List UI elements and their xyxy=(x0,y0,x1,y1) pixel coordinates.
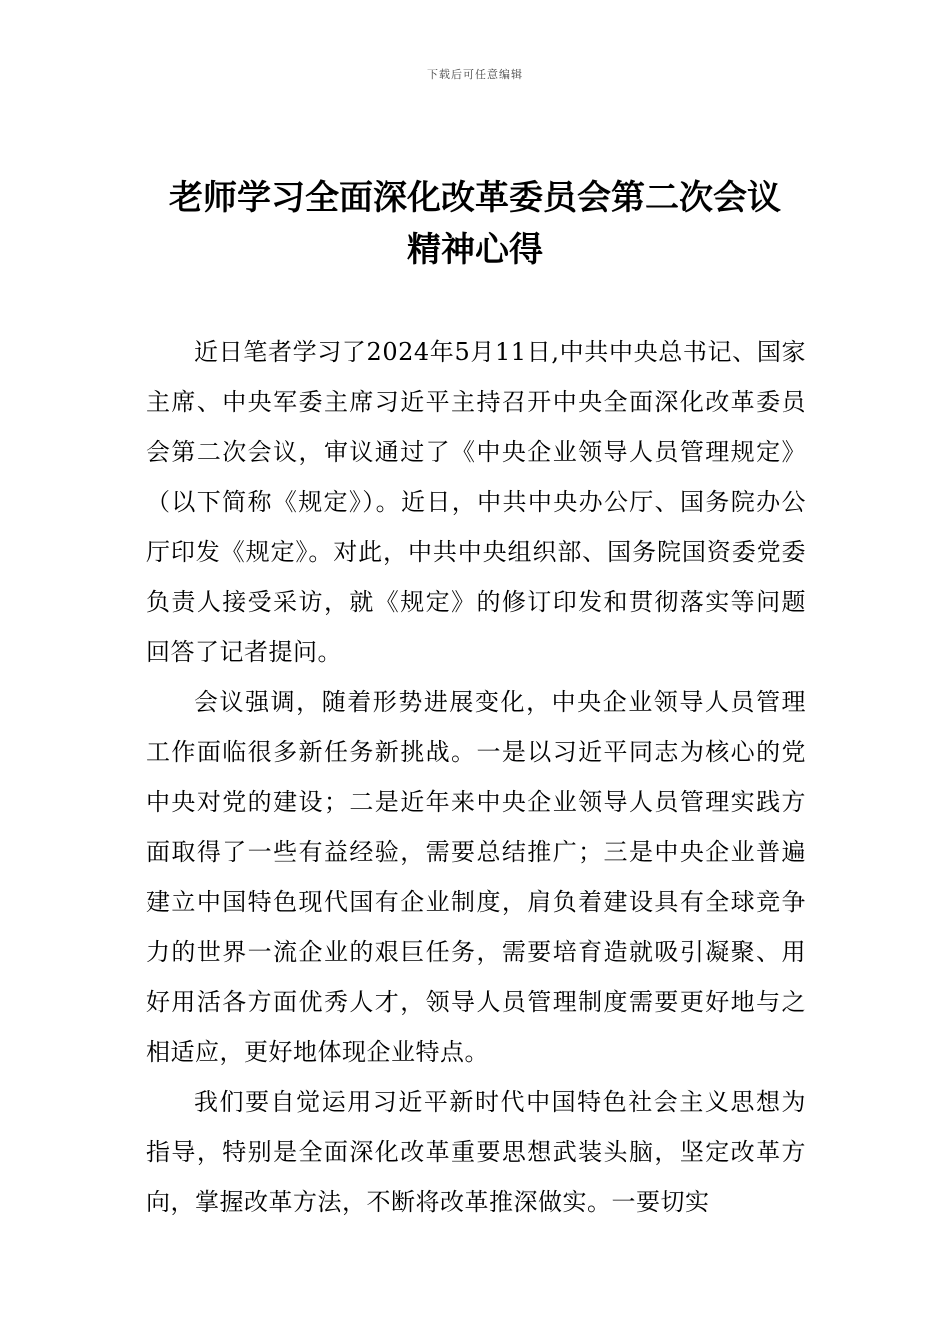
document-title xyxy=(120,172,830,276)
header-note: 下载后可任意编辑 xyxy=(427,68,523,81)
title-line-1: 老师学习全面深化改革委员会第二次会议 xyxy=(169,178,781,218)
document-body xyxy=(146,327,806,1227)
paragraph-3: 我们要自觉运用习近平新时代中国特色社会主义思想为指导，特别是全面深化改革重要思想武装头脑，坚定改革方向，掌握改革方法，不断将改革推深做实。一要切实 xyxy=(146,1088,806,1216)
title-line-2: 精神心得 xyxy=(407,230,543,270)
paragraph-2: 会议强调，随着形势进展变化，中央企业领导人员管理工作面临很多新任务新挑战。一是以习近平同志为核心的党中央对党的建设；二是近年来中央企业领导人员管理实践方面取得了一些有益经验，需要总结推广；三是中央企业普遍建立中国特色现代国有企业制度，肩负着建设具有全球竞争力的世界一流企业的艰巨任务，需要培育造就吸引凝聚、用好用活各方面优秀人才，领导人员管理制度需要更好地与之相适应，更好地体现企业特点。 xyxy=(146,688,806,1066)
paragraph-1: 近日笔者学习了2024年5月11日,中共中央总书记、国家主席、中央军委主席习近平主持召开中央全面深化改革委员会第二次会议，审议通过了《中央企业领导人员管理规定》（以下简称《规定》）。近日，中共中央办公厅、国务院办公厅印发《规定》。对此，中共中央组织部、国务院国资委党委负责人接受采访，就《规定》的修订印发和贯彻落实等问题回答了记者提问。 xyxy=(146,338,806,666)
